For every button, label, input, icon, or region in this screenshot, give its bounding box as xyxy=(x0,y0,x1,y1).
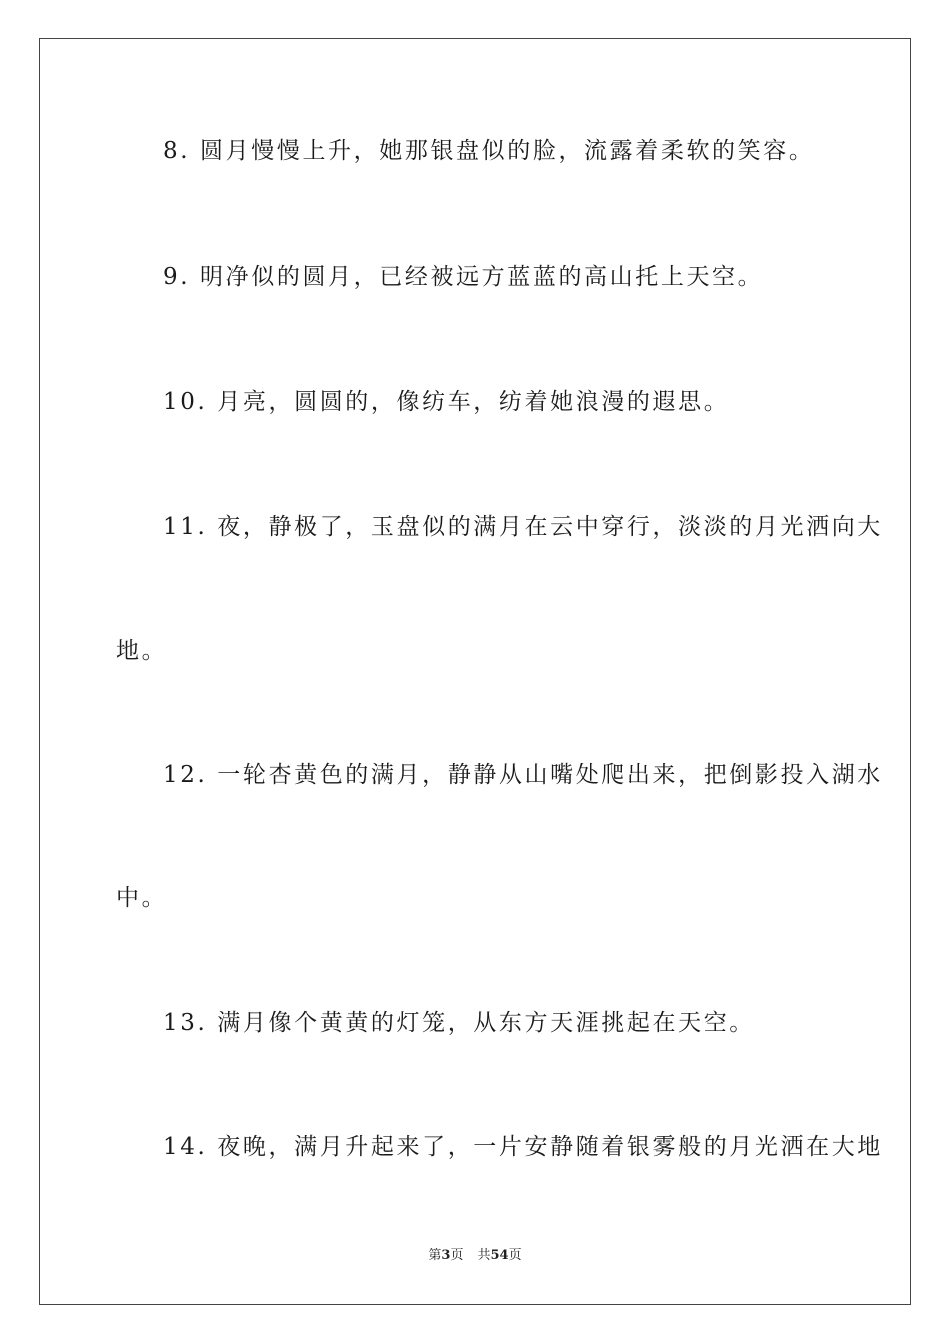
text-line: 9. 明净似的圆月，已经被远方蓝蓝的高山托上天空。 xyxy=(163,264,764,290)
text-line: 11. 夜，静极了，玉盘似的满月在云中穿行，淡淡的月光洒向大 xyxy=(163,514,883,540)
text-line: 中。 xyxy=(116,885,168,911)
page-footer xyxy=(0,1247,950,1265)
text-line: 10. 月亮，圆圆的，像纺车，纺着她浪漫的遐思。 xyxy=(163,389,730,415)
page-number: 3 xyxy=(441,1248,451,1263)
text-line: 13. 满月像个黄黄的灯笼，从东方天涯挑起在天空。 xyxy=(163,1010,755,1036)
text-line: 8. 圆月慢慢上升，她那银盘似的脸，流露着柔软的笑容。 xyxy=(163,138,815,164)
total-pages: 54 xyxy=(490,1248,509,1263)
total-suffix: 页 xyxy=(508,1248,522,1263)
page-frame xyxy=(39,38,911,1305)
total-prefix: 共 xyxy=(477,1248,491,1263)
text-line: 地。 xyxy=(116,638,168,664)
text-line: 12. 一轮杏黄色的满月，静静从山嘴处爬出来，把倒影投入湖水 xyxy=(163,762,883,788)
page-suffix: 页 xyxy=(450,1248,464,1263)
text-line: 14. 夜晚，满月升起来了，一片安静随着银雾般的月光洒在大地 xyxy=(163,1134,883,1160)
page-prefix: 第 xyxy=(428,1248,442,1263)
